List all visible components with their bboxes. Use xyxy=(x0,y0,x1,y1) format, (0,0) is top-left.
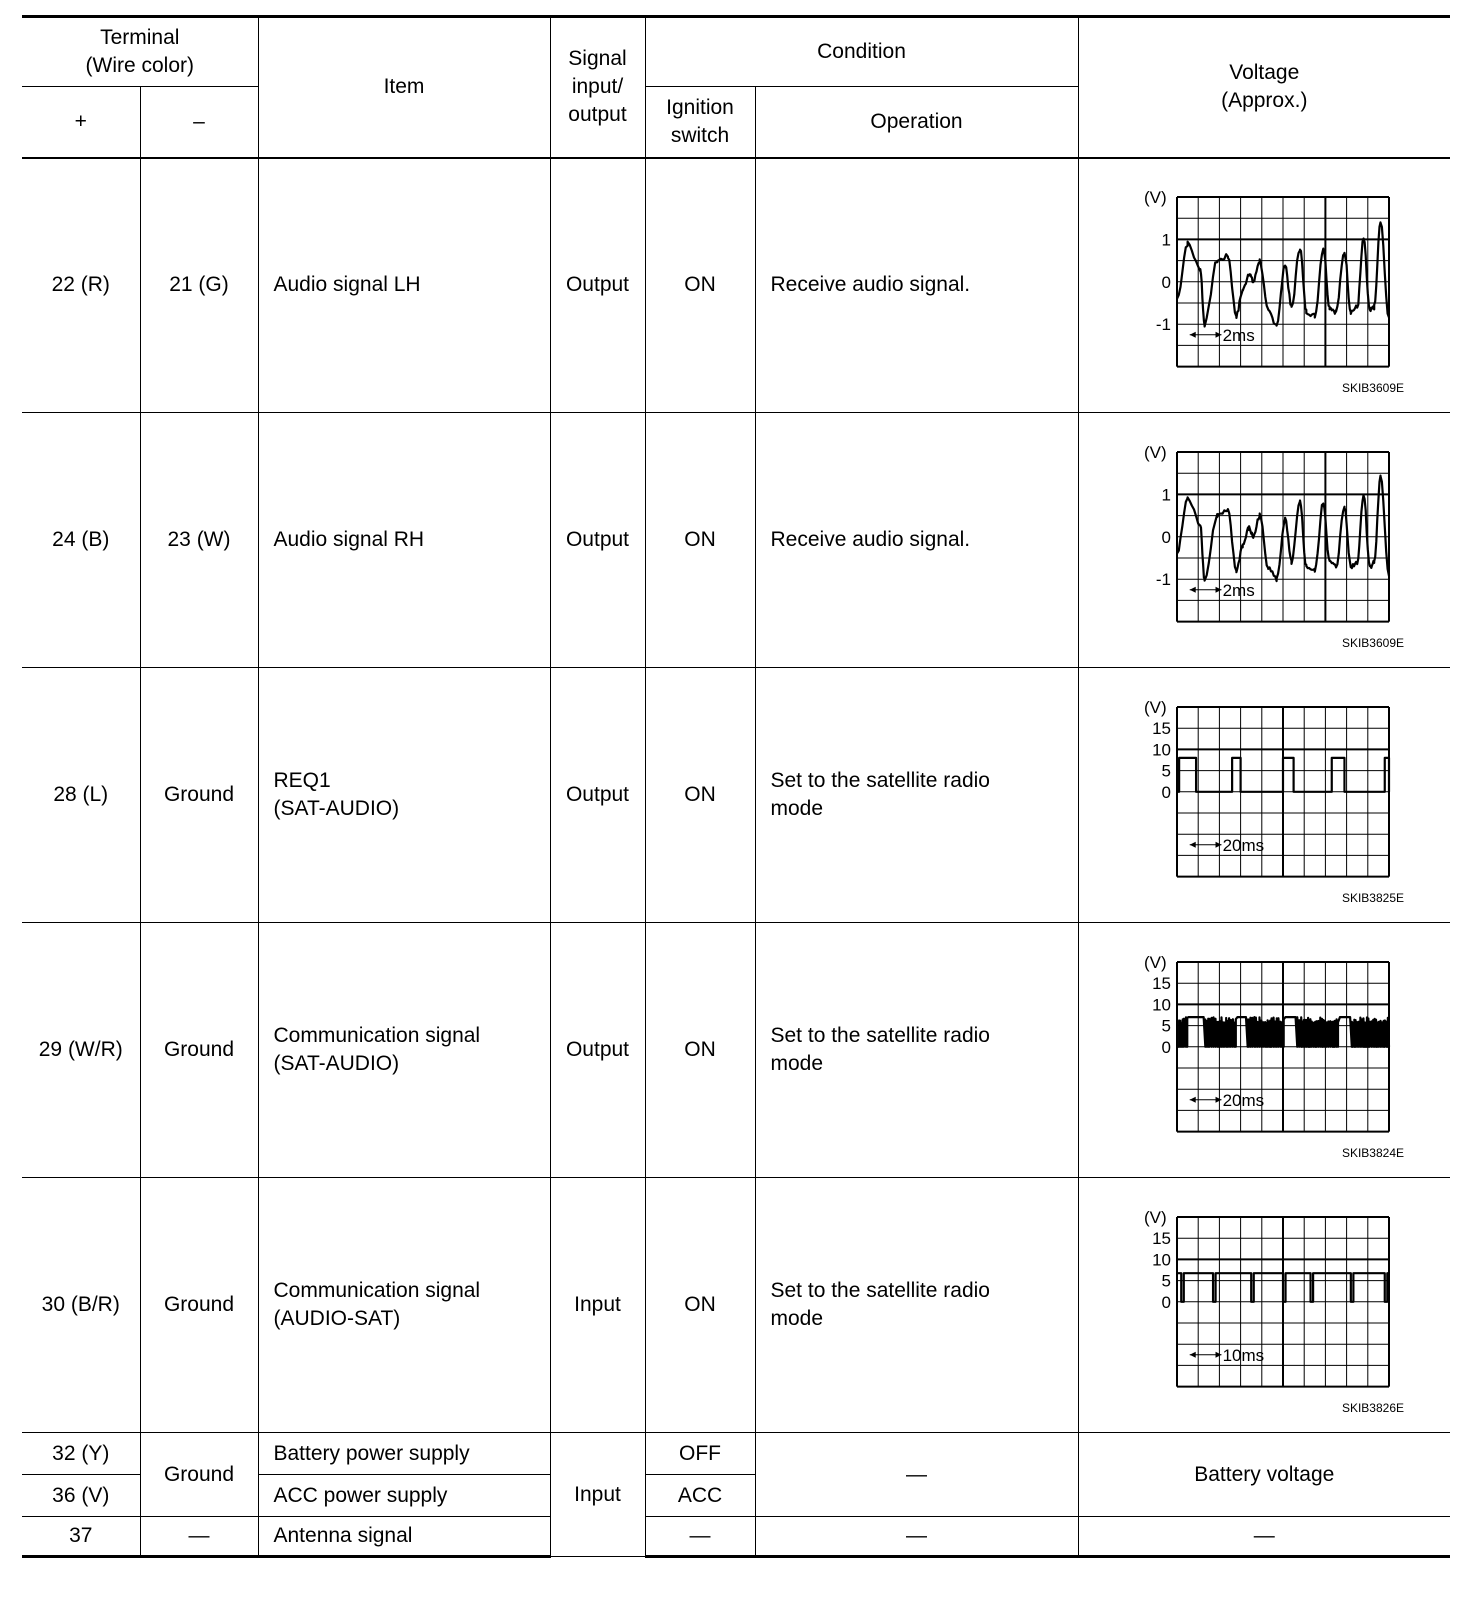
y-tick-label: 10 xyxy=(1152,995,1172,1015)
terminal-minus: 23 (W) xyxy=(140,413,258,668)
figure-code: SKIB3609E xyxy=(1342,636,1405,650)
time-marker-arrow xyxy=(1190,587,1196,593)
item-cell: ACC power supply xyxy=(258,1475,550,1517)
header-ignition: Ignition switch xyxy=(645,87,755,158)
time-scale-label: 20ms xyxy=(1222,1090,1265,1110)
terminal-table xyxy=(22,15,1450,1558)
table-row xyxy=(22,413,1450,668)
y-tick-label: 15 xyxy=(1152,974,1172,994)
signal-cell: Output xyxy=(550,413,645,668)
header-voltage: Voltage (Approx.) xyxy=(1078,17,1450,158)
y-tick-label: 5 xyxy=(1161,761,1172,781)
header-condition: Condition xyxy=(645,17,1078,87)
figure-code: SKIB3825E xyxy=(1342,891,1405,905)
item-cell: Antenna signal xyxy=(258,1517,550,1557)
y-tick-label: 1 xyxy=(1161,485,1172,505)
figure-code: SKIB3609E xyxy=(1342,381,1405,396)
time-scale-label: 2ms xyxy=(1222,580,1255,600)
y-tick-label: 0 xyxy=(1161,1037,1172,1057)
item-cell: Audio signal RH xyxy=(258,413,550,668)
time-marker-arrow xyxy=(1216,332,1222,338)
terminal-plus: 24 (B) xyxy=(22,413,140,668)
voltage-waveform-cell xyxy=(1078,413,1450,668)
y-tick-label: 5 xyxy=(1161,1271,1172,1291)
terminal-plus: 30 (B/R) xyxy=(22,1178,140,1433)
oscilloscope-waveform xyxy=(1114,680,1414,910)
header-terminal: Terminal (Wire color) xyxy=(22,17,258,87)
time-marker-arrow xyxy=(1190,1352,1196,1358)
header-operation: Operation xyxy=(755,87,1078,158)
terminal-minus: Ground xyxy=(140,923,258,1178)
terminal-spec-document xyxy=(22,15,1450,1558)
y-unit-label: (V) xyxy=(1144,698,1167,717)
table-row xyxy=(22,1178,1450,1433)
signal-trace xyxy=(1177,1273,1389,1302)
y-tick-label: -1 xyxy=(1156,570,1172,590)
operation-cell: Set to the satellite radio mode xyxy=(755,668,1078,923)
time-marker-arrow xyxy=(1190,842,1196,848)
time-marker-arrow xyxy=(1190,1097,1196,1103)
operation-cell: Receive audio signal. xyxy=(755,158,1078,413)
terminal-minus: Ground xyxy=(140,1433,258,1517)
item-cell: Communication signal (AUDIO-SAT) xyxy=(258,1178,550,1433)
ignition-cell: ON xyxy=(645,668,755,923)
y-tick-label: 0 xyxy=(1161,527,1172,547)
oscilloscope-waveform xyxy=(1114,1190,1414,1420)
terminal-plus: 37 xyxy=(22,1517,140,1557)
figure-code: SKIB3824E xyxy=(1342,1146,1405,1160)
voltage-cell: Battery voltage xyxy=(1078,1433,1450,1517)
y-unit-label: (V) xyxy=(1144,1208,1167,1227)
signal-cell: Output xyxy=(550,158,645,413)
y-tick-label: 15 xyxy=(1152,719,1172,739)
item-cell: Communication signal (SAT-AUDIO) xyxy=(258,923,550,1178)
time-scale-label: 10ms xyxy=(1222,1345,1265,1365)
y-tick-label: 15 xyxy=(1152,1229,1172,1249)
y-tick-label: 10 xyxy=(1152,1250,1172,1270)
terminal-minus: — xyxy=(140,1517,258,1557)
figure-code: SKIB3826E xyxy=(1342,1401,1405,1415)
operation-cell: — xyxy=(755,1517,1078,1557)
operation-cell: Set to the satellite radio mode xyxy=(755,1178,1078,1433)
ignition-cell: — xyxy=(645,1517,755,1557)
terminal-minus: Ground xyxy=(140,668,258,923)
y-tick-label: 5 xyxy=(1161,1016,1172,1036)
time-marker-arrow xyxy=(1216,842,1222,848)
terminal-plus: 36 (V) xyxy=(22,1475,140,1517)
header-plus: + xyxy=(22,87,140,158)
table-row xyxy=(22,158,1450,413)
time-scale-label: 2ms xyxy=(1222,326,1255,346)
ignition-cell: ON xyxy=(645,413,755,668)
voltage-cell: — xyxy=(1078,1517,1450,1557)
item-cell: Audio signal LH xyxy=(258,158,550,413)
ignition-cell: ON xyxy=(645,158,755,413)
y-unit-label: (V) xyxy=(1144,443,1167,462)
y-tick-label: 0 xyxy=(1161,1292,1172,1312)
header-signal: Signal input/ output xyxy=(550,17,645,158)
voltage-waveform-cell xyxy=(1078,923,1450,1178)
oscilloscope-waveform xyxy=(1114,425,1414,655)
signal-cell: Input xyxy=(550,1178,645,1433)
terminal-plus: 28 (L) xyxy=(22,668,140,923)
terminal-minus: 21 (G) xyxy=(140,158,258,413)
oscilloscope-waveform xyxy=(1114,170,1414,400)
time-marker-arrow xyxy=(1216,1097,1222,1103)
time-marker-arrow xyxy=(1216,1352,1222,1358)
operation-cell: — xyxy=(755,1433,1078,1517)
y-tick-label: 1 xyxy=(1161,230,1172,250)
terminal-plus: 32 (Y) xyxy=(22,1433,140,1475)
signal-cell: Input xyxy=(550,1433,645,1557)
ignition-cell: ON xyxy=(645,1178,755,1433)
terminal-plus: 22 (R) xyxy=(22,158,140,413)
voltage-waveform-cell xyxy=(1078,158,1450,413)
signal-trace xyxy=(1177,758,1389,792)
signal-cell: Output xyxy=(550,923,645,1178)
time-scale-label: 20ms xyxy=(1222,835,1265,855)
table-row xyxy=(22,1433,1450,1475)
y-tick-label: 0 xyxy=(1161,782,1172,802)
ignition-cell: OFF xyxy=(645,1433,755,1475)
y-tick-label: 0 xyxy=(1161,273,1172,293)
terminal-plus: 29 (W/R) xyxy=(22,923,140,1178)
terminal-minus: Ground xyxy=(140,1178,258,1433)
y-tick-label: 10 xyxy=(1152,740,1172,760)
voltage-waveform-cell xyxy=(1078,1178,1450,1433)
voltage-waveform-cell xyxy=(1078,668,1450,923)
table-row xyxy=(22,668,1450,923)
time-marker-arrow xyxy=(1190,332,1196,338)
item-cell: REQ1 (SAT-AUDIO) xyxy=(258,668,550,923)
y-tick-label: -1 xyxy=(1156,315,1172,335)
ignition-cell: ON xyxy=(645,923,755,1178)
time-marker-arrow xyxy=(1216,587,1222,593)
ignition-cell: ACC xyxy=(645,1475,755,1517)
y-unit-label: (V) xyxy=(1144,188,1167,208)
header-item: Item xyxy=(258,17,550,158)
operation-cell: Set to the satellite radio mode xyxy=(755,923,1078,1178)
item-cell: Battery power supply xyxy=(258,1433,550,1475)
signal-trace xyxy=(1177,1017,1389,1047)
oscilloscope-waveform xyxy=(1114,935,1414,1165)
table-row xyxy=(22,1517,1450,1557)
header-minus: – xyxy=(140,87,258,158)
operation-cell: Receive audio signal. xyxy=(755,413,1078,668)
y-unit-label: (V) xyxy=(1144,953,1167,972)
signal-cell: Output xyxy=(550,668,645,923)
table-row xyxy=(22,923,1450,1178)
